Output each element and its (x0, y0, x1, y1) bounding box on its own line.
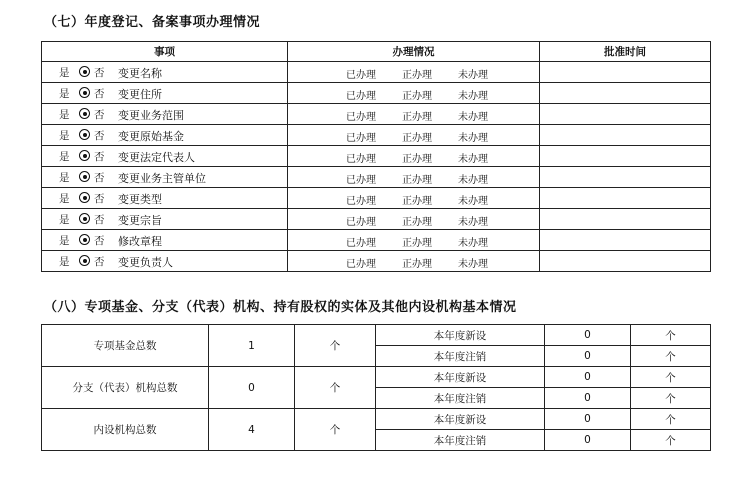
status-in-progress[interactable]: 正办理 (402, 175, 432, 186)
no-label: 否 (94, 88, 105, 100)
status-in-progress[interactable]: 正办理 (402, 91, 432, 102)
status-not-done[interactable]: 未办理 (458, 175, 488, 186)
approval-time-cell (540, 146, 711, 167)
yes-label: 是 (59, 130, 70, 142)
unit-label: 个 (631, 409, 711, 430)
selected-radio-icon[interactable] (79, 150, 90, 161)
status-not-done[interactable]: 未办理 (458, 133, 488, 144)
cancel-label: 本年度注销 (376, 388, 545, 409)
item-name: 变更原始基金 (118, 130, 184, 143)
selected-radio-icon[interactable] (79, 213, 90, 224)
item-cell (42, 125, 288, 146)
item-name: 变更业务范围 (118, 109, 184, 122)
selected-radio-icon[interactable] (79, 87, 90, 98)
status-done[interactable]: 已办理 (346, 70, 376, 81)
table-row (42, 104, 711, 125)
yes-label: 是 (59, 109, 70, 121)
status-done[interactable]: 已办理 (346, 196, 376, 207)
status-done[interactable]: 已办理 (346, 259, 376, 270)
status-not-done[interactable]: 未办理 (458, 217, 488, 228)
approval-time-cell (540, 167, 711, 188)
status-cell (288, 104, 540, 125)
item-name: 修改章程 (118, 235, 162, 248)
registration-items-table (41, 41, 711, 272)
selected-radio-icon[interactable] (79, 66, 90, 77)
cancel-count: 0 (545, 388, 631, 409)
status-done[interactable]: 已办理 (346, 175, 376, 186)
group-total: 0 (209, 367, 295, 409)
new-count: 0 (545, 325, 631, 346)
header-status: 办理情况 (288, 42, 540, 62)
status-cell (288, 62, 540, 83)
status-done[interactable]: 已办理 (346, 112, 376, 123)
cancel-count: 0 (545, 346, 631, 367)
status-cell (288, 230, 540, 251)
group-total: 4 (209, 409, 295, 451)
status-in-progress[interactable]: 正办理 (402, 154, 432, 165)
yes-label: 是 (59, 193, 70, 205)
status-done[interactable]: 已办理 (346, 238, 376, 249)
yes-label: 是 (59, 151, 70, 163)
item-cell (42, 251, 288, 272)
item-cell (42, 230, 288, 251)
status-in-progress[interactable]: 正办理 (402, 217, 432, 228)
approval-time-cell (540, 62, 711, 83)
unit-label: 个 (631, 367, 711, 388)
item-cell (42, 146, 288, 167)
table-row (42, 230, 711, 251)
yes-label: 是 (59, 214, 70, 226)
table-row (42, 146, 711, 167)
selected-radio-icon[interactable] (79, 108, 90, 119)
status-cell (288, 167, 540, 188)
new-label: 本年度新设 (376, 325, 545, 346)
item-cell (42, 188, 288, 209)
status-cell (288, 209, 540, 230)
no-label: 否 (94, 235, 105, 247)
no-label: 否 (94, 109, 105, 121)
status-cell (288, 146, 540, 167)
cancel-label: 本年度注销 (376, 430, 545, 451)
table-row (42, 325, 711, 346)
no-label: 否 (94, 172, 105, 184)
yes-label: 是 (59, 67, 70, 79)
selected-radio-icon[interactable] (79, 234, 90, 245)
header-approval-time: 批准时间 (540, 42, 711, 62)
unit-label: 个 (295, 367, 376, 409)
table-row (42, 209, 711, 230)
yes-label: 是 (59, 172, 70, 184)
institutions-table (41, 324, 711, 451)
status-not-done[interactable]: 未办理 (458, 154, 488, 165)
status-done[interactable]: 已办理 (346, 217, 376, 228)
unit-label: 个 (295, 325, 376, 367)
yes-label: 是 (59, 256, 70, 268)
status-in-progress[interactable]: 正办理 (402, 238, 432, 249)
table-row (42, 167, 711, 188)
new-label: 本年度新设 (376, 409, 545, 430)
section-7-title: （七）年度登记、备案事项办理情况 (44, 15, 261, 30)
selected-radio-icon[interactable] (79, 192, 90, 203)
approval-time-cell (540, 83, 711, 104)
status-not-done[interactable]: 未办理 (458, 112, 488, 123)
status-cell (288, 125, 540, 146)
unit-label: 个 (295, 409, 376, 451)
status-cell (288, 251, 540, 272)
item-name: 变更类型 (118, 193, 162, 206)
item-cell (42, 167, 288, 188)
item-name: 变更法定代表人 (118, 151, 195, 164)
approval-time-cell (540, 251, 711, 272)
approval-time-cell (540, 230, 711, 251)
no-label: 否 (94, 193, 105, 205)
no-label: 否 (94, 130, 105, 142)
table-row (42, 62, 711, 83)
new-count: 0 (545, 367, 631, 388)
unit-label: 个 (631, 430, 711, 451)
approval-time-cell (540, 125, 711, 146)
yes-label: 是 (59, 88, 70, 100)
unit-label: 个 (631, 346, 711, 367)
status-in-progress[interactable]: 正办理 (402, 112, 432, 123)
table-row (42, 251, 711, 272)
no-label: 否 (94, 214, 105, 226)
status-in-progress[interactable]: 正办理 (402, 259, 432, 270)
status-cell (288, 83, 540, 104)
status-not-done[interactable]: 未办理 (458, 196, 488, 207)
table-row (42, 409, 711, 430)
item-cell (42, 104, 288, 125)
status-in-progress[interactable]: 正办理 (402, 133, 432, 144)
status-in-progress[interactable]: 正办理 (402, 70, 432, 81)
selected-radio-icon[interactable] (79, 255, 90, 266)
group-label: 专项基金总数 (42, 325, 209, 367)
unit-label: 个 (631, 325, 711, 346)
no-label: 否 (94, 151, 105, 163)
approval-time-cell (540, 209, 711, 230)
no-label: 否 (94, 256, 105, 268)
status-done[interactable]: 已办理 (346, 91, 376, 102)
group-label: 内设机构总数 (42, 409, 209, 451)
approval-time-cell (540, 188, 711, 209)
selected-radio-icon[interactable] (79, 129, 90, 140)
status-in-progress[interactable]: 正办理 (402, 196, 432, 207)
new-label: 本年度新设 (376, 367, 545, 388)
status-not-done[interactable]: 未办理 (458, 259, 488, 270)
unit-label: 个 (631, 388, 711, 409)
item-name: 变更住所 (118, 88, 162, 101)
group-total: 1 (209, 325, 295, 367)
table-row (42, 83, 711, 104)
no-label: 否 (94, 67, 105, 79)
yes-label: 是 (59, 235, 70, 247)
item-name: 变更宗旨 (118, 214, 162, 227)
table-header-row (42, 42, 711, 62)
approval-time-cell (540, 104, 711, 125)
table-row (42, 125, 711, 146)
status-done[interactable]: 已办理 (346, 133, 376, 144)
table-row (42, 367, 711, 388)
status-not-done[interactable]: 未办理 (458, 238, 488, 249)
new-count: 0 (545, 409, 631, 430)
status-cell (288, 188, 540, 209)
table-row (42, 188, 711, 209)
group-label: 分支（代表）机构总数 (42, 367, 209, 409)
item-name: 变更名称 (118, 67, 162, 80)
selected-radio-icon[interactable] (79, 171, 90, 182)
status-done[interactable]: 已办理 (346, 154, 376, 165)
cancel-label: 本年度注销 (376, 346, 545, 367)
item-cell (42, 83, 288, 104)
status-not-done[interactable]: 未办理 (458, 91, 488, 102)
item-cell (42, 209, 288, 230)
section-8-title: （八）专项基金、分支（代表）机构、持有股权的实体及其他内设机构基本情况 (44, 300, 517, 315)
header-item: 事项 (42, 42, 288, 62)
cancel-count: 0 (545, 430, 631, 451)
item-cell (42, 62, 288, 83)
status-not-done[interactable]: 未办理 (458, 70, 488, 81)
item-name: 变更业务主管单位 (118, 172, 206, 185)
item-name: 变更负责人 (118, 256, 173, 269)
